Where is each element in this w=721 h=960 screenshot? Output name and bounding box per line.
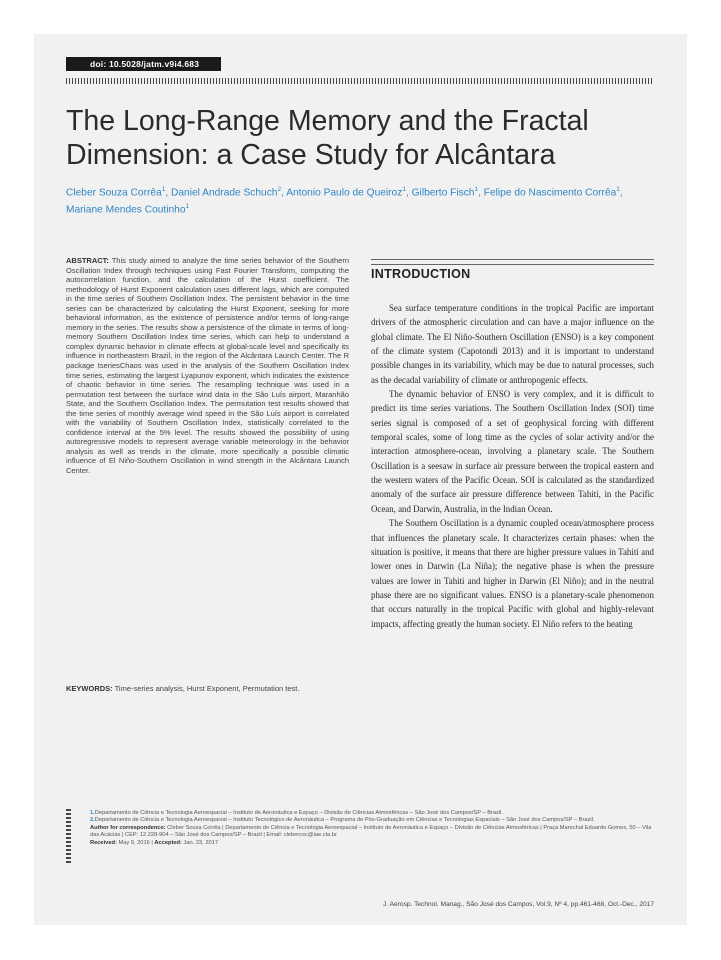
author-affiliation: 1 xyxy=(402,186,406,193)
author-name[interactable]: Daniel Andrade Schuch xyxy=(171,187,278,199)
received-date: May 9, 2016 xyxy=(118,839,150,846)
footnotes xyxy=(90,810,655,847)
accepted-label: Accepted: xyxy=(154,839,182,846)
author-name[interactable]: Mariane Mendes Coutinho xyxy=(66,204,186,216)
abstract-text: This study aimed to analyze the time series behavior of the Southern Oscillation Index through techniques using Fast Fourier Transform, computing the autocorrelation function, and the calculation of the Hurst coefficient. The methodology of Hurst Exponent calculation uses different lags, which are computed in the time series of Southern Oscillation Index. The persistent behavior in the time series can be characterized by calculating the Hurst Exponent, seeking for more behavioral information, as the existence of persistence and/or terms of long-range memory in the series. The results show a persistence of the climate in terms of long-memory Southern Oscillation Index time series, which can help to understand a complex dynamic behavior in climate effects at global-scale level and specifically its influence in northeastern Brazil, in the region of the Alcântara Launch Center. The R package tseriesChaos was used in the analysis of the Southern Oscillation Index time series, estimating the largest Lyapunov exponent, which indicates the existence of chaotic behavior in time series. The resampling technique was used in a permutation test between the surface wind data in the São Luís airport, Maranhão State, and the Southern Oscillation Index. The permutation test results showed that the time series of monthly average wind speed in the São Luís airport is correlated with the variability of Southern Oscillation Index, statistically correlated to the confidence interval at the 5% level. The results showed the possibility of using autoregressive models to represent average variable meteorology in the behavior analysis as well as trends in the climate, more specifically a possible climatic influence of El Niño-Southern Oscillation in wind strength in the Alcântara Launch Center. xyxy=(66,256,349,476)
paragraph: Sea surface temperature conditions in the tropical Pacific are important drivers of the atmospheric circulation and can have a major influence on the global climate. The El Niño-Southern Oscillation (ENSO) is a key component of the climate system (Capotondi 2013) and it is important to understand possible changes in its variability, which may be due to natural processes, such as the decadal variability of climate or anthropogenic effects. xyxy=(371,303,654,385)
author-affiliation: 1 xyxy=(474,186,479,193)
affiliation-1 xyxy=(90,810,655,817)
section-heading-introduction: INTRODUCTION xyxy=(371,267,471,281)
affiliation-number: 2. xyxy=(90,817,95,824)
keywords-label: KEYWORDS: xyxy=(66,684,113,693)
abstract-label: ABSTRACT: xyxy=(66,256,109,265)
doi-label[interactable]: doi: 10.5028/jatm.v9i4.683 xyxy=(66,57,221,71)
author-name[interactable]: Antonio Paulo de Queiroz xyxy=(286,187,403,199)
author-affiliation: 2 xyxy=(277,186,282,193)
author-name[interactable]: Gilberto Fisch xyxy=(411,187,475,199)
header-hatch-rule xyxy=(66,78,654,84)
correspondence-label: Author for correspondence: xyxy=(90,824,166,831)
footnote-hatch-marks xyxy=(66,809,71,865)
paper-title: The Long-Range Memory and the Fractal Dimension: a Case Study for Alcântara xyxy=(66,105,589,171)
author-name[interactable]: Cleber Souza Corrêa xyxy=(66,187,162,199)
correspondence xyxy=(90,825,655,840)
author-affiliation: 1 xyxy=(161,186,166,193)
paragraph: The Southern Oscillation is a dynamic coupled ocean/atmosphere process that influences the planetary scale. It characterizes certain phases: when the situation is positive, it means that there are higher pressure values in Tahiti and lower ones in Darwin (La Niña); the negative phase is when the pressure values are lower in Tahiti and higher in Darwin (El Niño); and in the neutral phase there are no significant values. ENSO is a planetary-scale phenomenon that occurs naturally in the tropical Pacific with global and highly-relevant impacts, affecting greatly the human society. El Niño refers to the heating xyxy=(371,518,654,629)
keywords-text: Time-series analysis, Hurst Exponent, Permutation test. xyxy=(114,684,300,693)
section-rule xyxy=(371,259,654,265)
affiliation-text: Departamento de Ciência e Tecnologia Aeroespacial – Instituto de Aeronáutica e Espaço – Divisão de Ciências Atmosféricas – São José dos Campos/SP – Brazil. xyxy=(94,810,504,816)
author-name[interactable]: Felipe do Nascimento Corrêa xyxy=(483,187,617,199)
paragraph: The dynamic behavior of ENSO is very complex, and it is difficult to predict its time series variations. The Southern Oscillation Index (SOI) time series signal is composed of a set of geophysical forcing with different temporal scales, some of long time as the cycles of solar activity and/or the interaction atmosphere-ocean, involving a planetary scale. The Southern Oscillation is a seesaw in surface air pressure between the tropical eastern and the western waters of the Pacific Ocean. SOI is calculated as the standardized anomaly of the surface air pressure difference between Tahiti, in the Pacific Ocean, and Darwin, Australia, in the Indian Ocean. xyxy=(371,389,654,514)
dates: Received: May 9, 2016 | Accepted: Jan. 23, 2017 xyxy=(90,839,218,846)
affiliation-number: 1. xyxy=(90,810,95,816)
author-list: Cleber Souza Corrêa$^1$, Daniel Andrade Schuch$^2$, Antonio Paulo de Queiroz$^1$, Gilberto Fisch$^1$, Felipe do Nascimento Corrêa$^1$, Mariane Mendes Coutinho$^1$ xyxy=(66,186,623,216)
correspondence-text[interactable]: Cleber Souza Corrêa | Departamento de Ciência e Tecnologia Aeroespacial – Instituto de Aeronáutica e Espaço – Divisão de Ciências Atmosféricas | Praça Marechal Eduardo Gomes, 50 – Vila das Acácias | CEP: 12.228-904 – São José dos Campos/SP – Brazil | Email: clebercsc@iae.cta.br xyxy=(90,824,652,839)
abstract xyxy=(66,256,349,476)
author-affiliation: 1 xyxy=(616,186,620,193)
journal-citation: J. Aerosp. Technol. Manag., São José dos Campos, Vol.9, Nº 4, pp.461-468, Oct.-Dec., 2017 xyxy=(383,901,654,908)
introduction-body xyxy=(371,301,654,631)
author-affiliation: 1 xyxy=(185,203,190,211)
affiliation-2 xyxy=(90,817,655,824)
received-label: Received: xyxy=(90,839,117,846)
accepted-date: Jan. 23, 2017 xyxy=(183,839,218,846)
affiliation-text: Departamento de Ciência e Tecnologia Aeroespacial – Instituto Tecnológico de Aeronáutica – Programa de Pós-Graduação em Ciências e Tecnologias Espaciais – São José dos Campos/SP – Brazil. xyxy=(94,817,595,824)
keywords xyxy=(66,684,349,694)
